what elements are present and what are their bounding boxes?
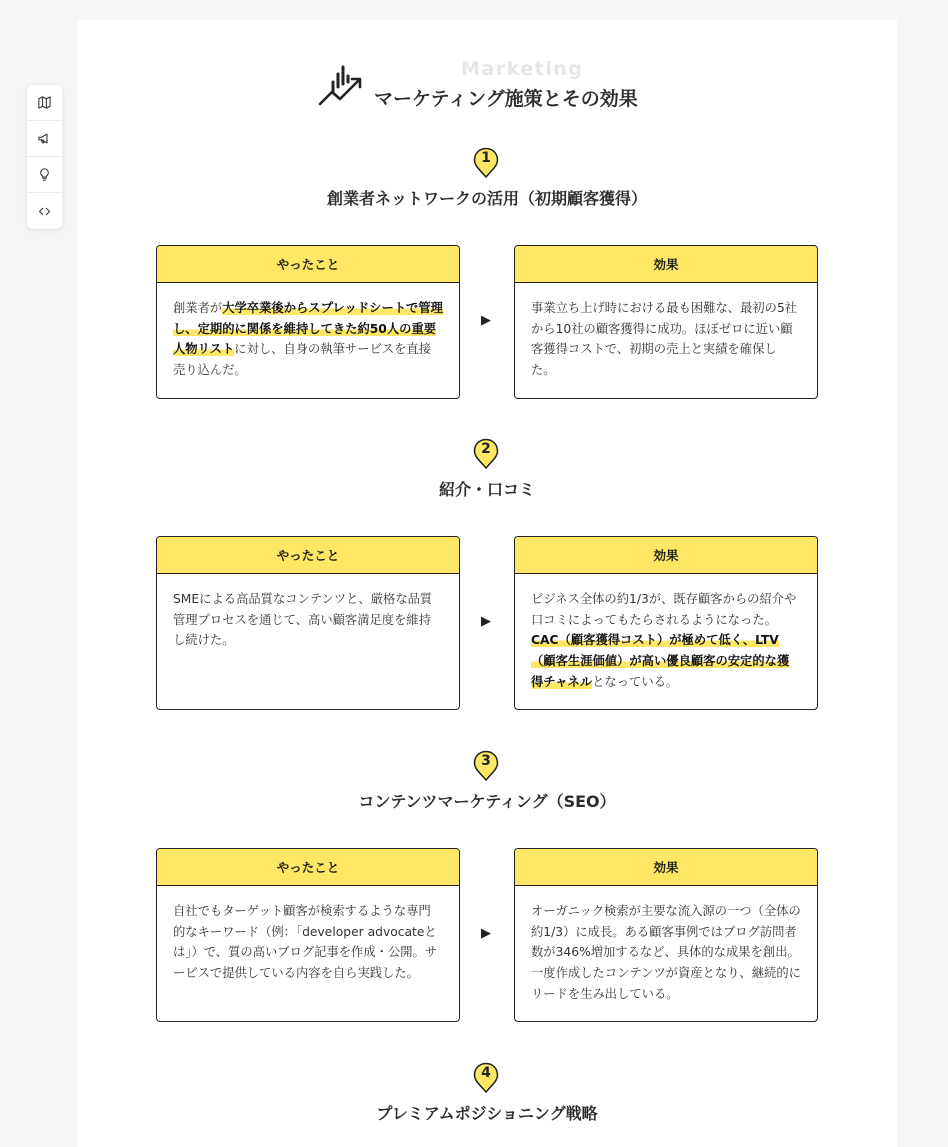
section-title: 創業者ネットワークの活用（初期顧客獲得） [326, 189, 647, 208]
did-card-header: やったこと [157, 246, 459, 283]
highlight-text: CAC（顧客獲得コスト）が極めて低く、LTV（顧客生涯価値）が高い優良顧客の安定的な獲得チャネル [531, 633, 790, 689]
body-text: に対し、自身の執筆サービスを直接売り込んだ。 [173, 342, 432, 378]
map-icon [37, 95, 52, 110]
map-button[interactable] [27, 85, 62, 121]
section-number: 4 [481, 1065, 491, 1081]
chart-growth-icon [318, 62, 362, 106]
highlight-text: 大学卒業後からスプレッドシートで管理し、定期的に関係を維持してきた約50人の重要人物リスト [173, 301, 443, 357]
section-title: コンテンツマーケティング（SEO） [358, 792, 616, 811]
card-body [157, 574, 459, 667]
card-body [515, 886, 817, 1021]
code-icon [37, 204, 52, 219]
body-text: 事業立ち上げ時における最も困難な、最初の5社から10社の顧客獲得に成功。ほぼゼロに近い顧客獲得コストで、初期の売上と実績を確保した。 [531, 301, 798, 378]
section-number: 3 [481, 753, 491, 769]
effect-card [514, 245, 818, 399]
side-toolbar [27, 85, 62, 229]
section-number: 2 [481, 441, 491, 457]
arrow-right-icon: ▶ [481, 614, 491, 629]
arrow-right-icon: ▶ [481, 313, 491, 328]
lightbulb-icon [37, 167, 52, 182]
card-body [157, 886, 459, 1000]
arrow-right-icon: ▶ [481, 926, 491, 941]
section-title: プレミアムポジショニング戦略 [376, 1104, 598, 1123]
effect-card-header: 効果 [515, 246, 817, 283]
body-text: オーガニック検索が主要な流入源の一つ（全体の約1/3）に成長。ある顧客事例ではブログ訪問者数が346%増加するなど、具体的な成果を創出。一度作成したコンテンツが資産となり、継続的にリードを生み出している。 [531, 904, 801, 1001]
effect-card-header: 効果 [515, 849, 817, 886]
lightbulb-button[interactable] [27, 157, 62, 193]
did-card-header: やったこと [157, 537, 459, 574]
effect-card [514, 848, 818, 1022]
card-body [515, 574, 817, 709]
did-card [156, 536, 460, 710]
body-text: SMEによる高品質なコンテンツと、厳格な品質管理プロセスを通じて、高い顧客満足度を維持し続けた。 [173, 592, 433, 648]
page [77, 20, 897, 1147]
effect-card-header: 効果 [515, 537, 817, 574]
section-number: 1 [481, 150, 491, 166]
megaphone-button[interactable] [27, 121, 62, 157]
code-button[interactable] [27, 193, 62, 229]
effect-card [514, 536, 818, 710]
section-title: 紹介・口コミ [438, 480, 535, 499]
did-card [156, 848, 460, 1022]
header-subtitle: Marketing [461, 58, 584, 80]
card-body [157, 283, 459, 397]
body-text: ビジネス全体の約1/3が、既存顧客からの紹介や口コミによってもたらされるようになった。 [531, 592, 797, 627]
header [77, 56, 897, 116]
body-text: となっている。 [592, 674, 679, 689]
body-text: 自社でもターゲット顧客が検索するような専門的なキーワード（例：「developer advocateとは」）で、質の高いブログ記事を作成・公開。サービスで提供している内容を自ら実践した。 [173, 904, 438, 981]
did-card-header: やったこと [157, 849, 459, 886]
body-text: 創業者が [173, 301, 223, 315]
megaphone-icon [37, 131, 52, 146]
card-body [515, 283, 817, 397]
did-card [156, 245, 460, 399]
page-title: マーケティング施策とその効果 [374, 88, 638, 110]
